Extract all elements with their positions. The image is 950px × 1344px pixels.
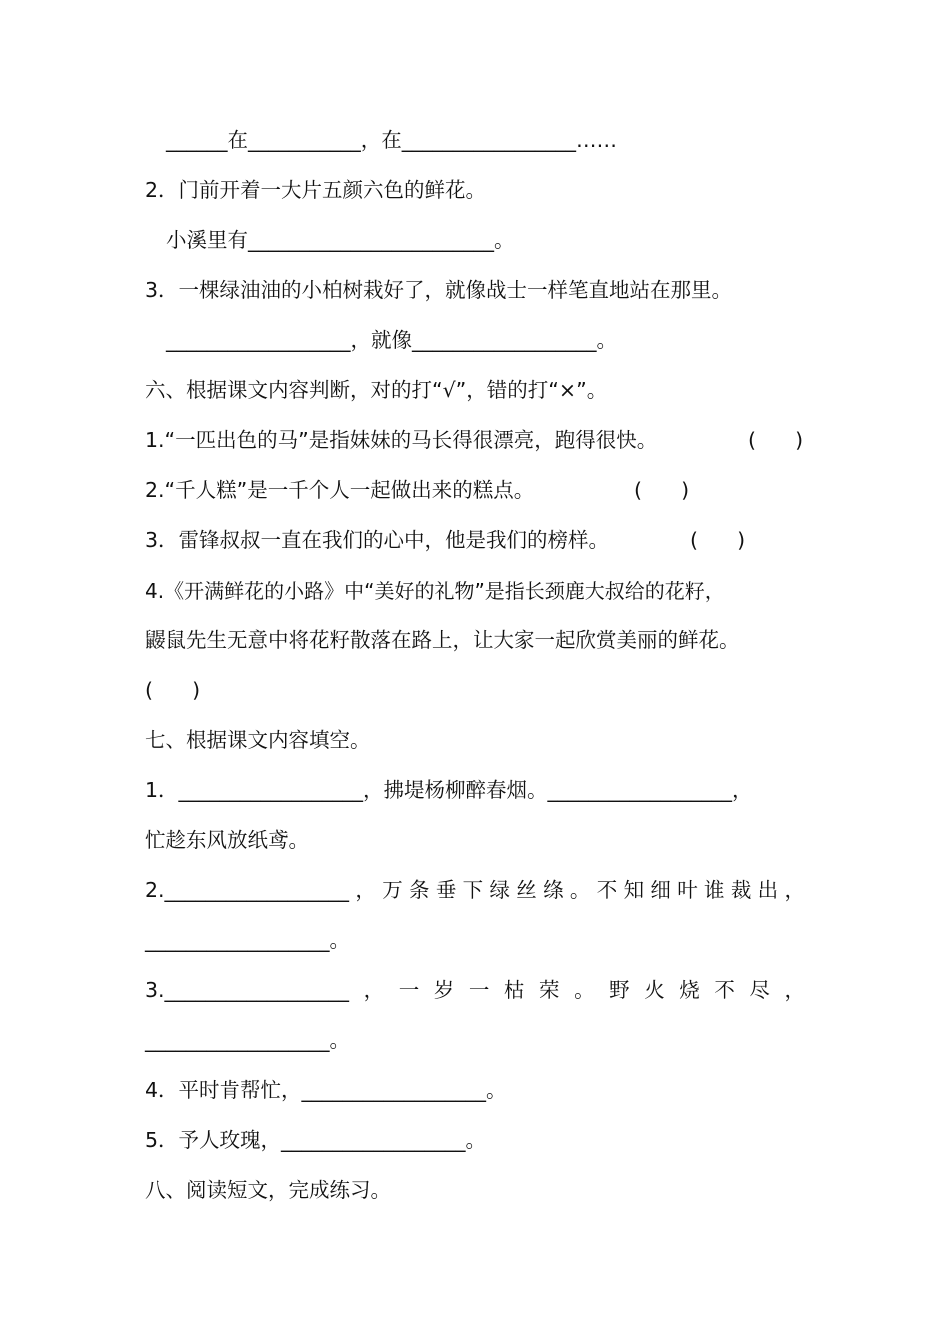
fill-blank-line: __________________。 (145, 1028, 350, 1052)
fill-blank-line: __________________，就像__________________。 (166, 328, 617, 352)
section-heading: 六、根据课文内容判断，对的打“√”，错的打“×”。 (145, 378, 608, 402)
fill-blank-line: 4．平时肯帮忙，__________________。 (145, 1078, 507, 1102)
judgement-statement: 鼹鼠先生无意中将花籽散落在路上，让大家一起欣赏美丽的鲜花。 (145, 628, 740, 652)
poem-text: 忙趁东风放纸鸢。 (145, 828, 309, 852)
fill-blank-line: 3.__________________，一岁一枯荣。野火烧不尽， (145, 978, 805, 1002)
fill-blank-line: __________________。 (145, 928, 350, 952)
answer-paren: ( ) (145, 678, 201, 702)
question-text: 2．门前开着一大片五颜六色的鲜花。 (145, 178, 487, 202)
judgement-statement: 1.“一匹出色的马”是指妹妹的马长得很漂亮，跑得很快。 (145, 428, 658, 452)
fill-blank-line: 小溪里有________________________。 (166, 228, 515, 252)
judgement-item (145, 525, 830, 555)
fill-blank-line: 2.__________________，万条垂下绿丝绦。不知细叶谁裁出， (145, 878, 805, 902)
answer-paren: ( ) (748, 428, 804, 452)
fill-blank-line: 5．予人玫瑰，__________________。 (145, 1128, 487, 1152)
fill-blank-line: 1．__________________，拂堤杨柳醉春烟。__________________， (145, 778, 753, 802)
judgement-statement: 4.《开满鲜花的小路》中“美好的礼物”是指长颈鹿大叔给的花籽， (145, 579, 725, 603)
question-text: 3．一棵绿油油的小柏树栽好了，就像战士一样笔直地站在那里。 (145, 278, 733, 302)
judgement-statement: 2.“千人糕”是一千个人一起做出来的糕点。 (145, 478, 535, 502)
section-heading: 八、阅读短文，完成练习。 (145, 1178, 391, 1202)
fill-blank-line: ______在___________，在_________________…… (166, 128, 617, 152)
judgement-item (145, 425, 830, 455)
answer-paren: ( ) (634, 478, 690, 502)
section-heading: 七、根据课文内容填空。 (145, 728, 371, 752)
answer-paren: ( ) (690, 528, 746, 552)
judgement-item (145, 475, 830, 505)
judgement-statement: 3．雷锋叔叔一直在我们的心中，他是我们的榜样。 (145, 528, 610, 552)
